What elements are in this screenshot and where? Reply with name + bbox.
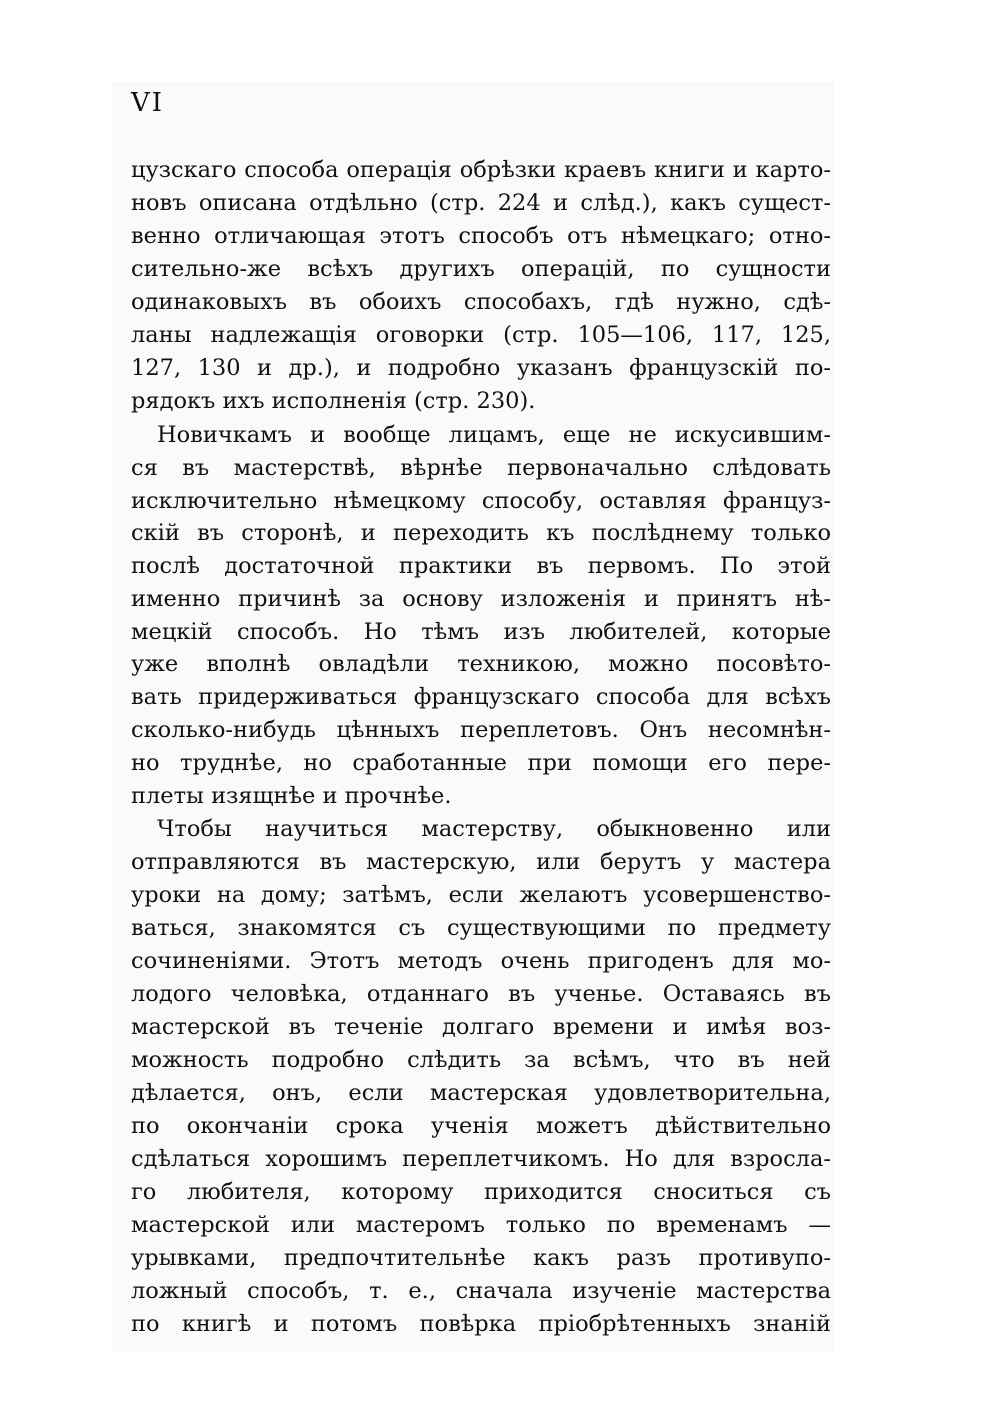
text-line: сочиненіями. Этотъ методъ очень пригоденъ для мо- <box>131 948 831 974</box>
text-line: сительно-же всѣхъ другихъ операцій, по сущности <box>131 256 831 282</box>
text-line: по окончаніи срока ученія можетъ дѣйствительно <box>131 1113 831 1139</box>
text-line: послѣ достаточной практики въ первомъ. По этой <box>131 553 831 579</box>
text-line: урывками, предпочтительнѣе какъ разъ противупо- <box>131 1245 831 1271</box>
text-line: вать придерживаться французскаго способа для всѣхъ <box>131 684 831 710</box>
text-line: уроки на дому; затѣмъ, если желаютъ усовершенство- <box>131 882 831 908</box>
page-number: VI <box>131 88 165 118</box>
text-line: исключительно нѣмецкому способу, оставляя француз- <box>131 488 831 514</box>
paragraph-first-line: Новичкамъ и вообще лицамъ, еще не искусившим- <box>157 422 831 448</box>
text-line: ложный способъ, т. е., сначала изученіе мастерства <box>131 1278 831 1304</box>
text-line: мастерской или мастеромъ только по временамъ — <box>131 1212 831 1238</box>
text-line: мастерской въ теченіе долгаго времени и имѣя воз- <box>131 1014 831 1040</box>
text-line: рядокъ ихъ исполненія (стр. 230). <box>131 388 536 414</box>
text-line: ваться, знакомятся съ существующими по предмету <box>131 915 831 941</box>
text-line: 127, 130 и др.), и подробно указанъ французскій по- <box>131 355 831 381</box>
text-line: цузскаго способа операція обрѣзки краевъ книги и карто- <box>131 157 831 183</box>
text-line: можность подробно слѣдить за всѣмъ, что въ ней <box>131 1047 831 1073</box>
text-line: плеты изящнѣе и прочнѣе. <box>131 783 452 809</box>
text-line: сколько-нибудь цѣнныхъ переплетовъ. Онъ несомнѣн- <box>131 717 831 743</box>
text-line: уже вполнѣ овладѣли техникою, можно посовѣто- <box>131 651 831 677</box>
text-line: дѣлается, онъ, если мастерская удовлетворительна, <box>131 1080 831 1106</box>
text-line: го любителя, которому приходится сноситься съ <box>131 1179 831 1205</box>
text-line: ланы надлежащія оговорки (стр. 105—106, 117, 125, <box>131 322 831 348</box>
text-line: именно причинѣ за основу изложенія и принятъ нѣ- <box>131 586 831 612</box>
text-line: сдѣлаться хорошимъ переплетчикомъ. Но для взросла- <box>131 1146 831 1172</box>
paragraph-first-line: Чтобы научиться мастерству, обыкновенно или <box>157 816 831 842</box>
text-line: венно отличающая этотъ способъ отъ нѣмецкаго; отно- <box>131 223 831 249</box>
text-line: мецкій способъ. Но тѣмъ изъ любителей, которые <box>131 619 831 645</box>
text-line: скій въ сторонѣ, и переходить къ послѣднему только <box>131 520 831 546</box>
text-line: лодого человѣка, отданнаго въ ученье. Оставаясь въ <box>131 981 831 1007</box>
text-line: но труднѣе, но сработанные при помощи его пере- <box>131 750 831 776</box>
text-line: одинаковыхъ въ обоихъ способахъ, гдѣ нужно, сдѣ- <box>131 289 831 315</box>
text-line: по книгѣ и потомъ повѣрка пріобрѣтенныхъ знаній <box>131 1311 831 1337</box>
text-line: ся въ мастерствѣ, вѣрнѣе первоначально слѣдовать <box>131 455 831 481</box>
text-line: новъ описана отдѣльно (стр. 224 и слѣд.), какъ сущест- <box>131 190 831 216</box>
text-line: отправляются въ мастерскую, или берутъ у мастера <box>131 849 831 875</box>
